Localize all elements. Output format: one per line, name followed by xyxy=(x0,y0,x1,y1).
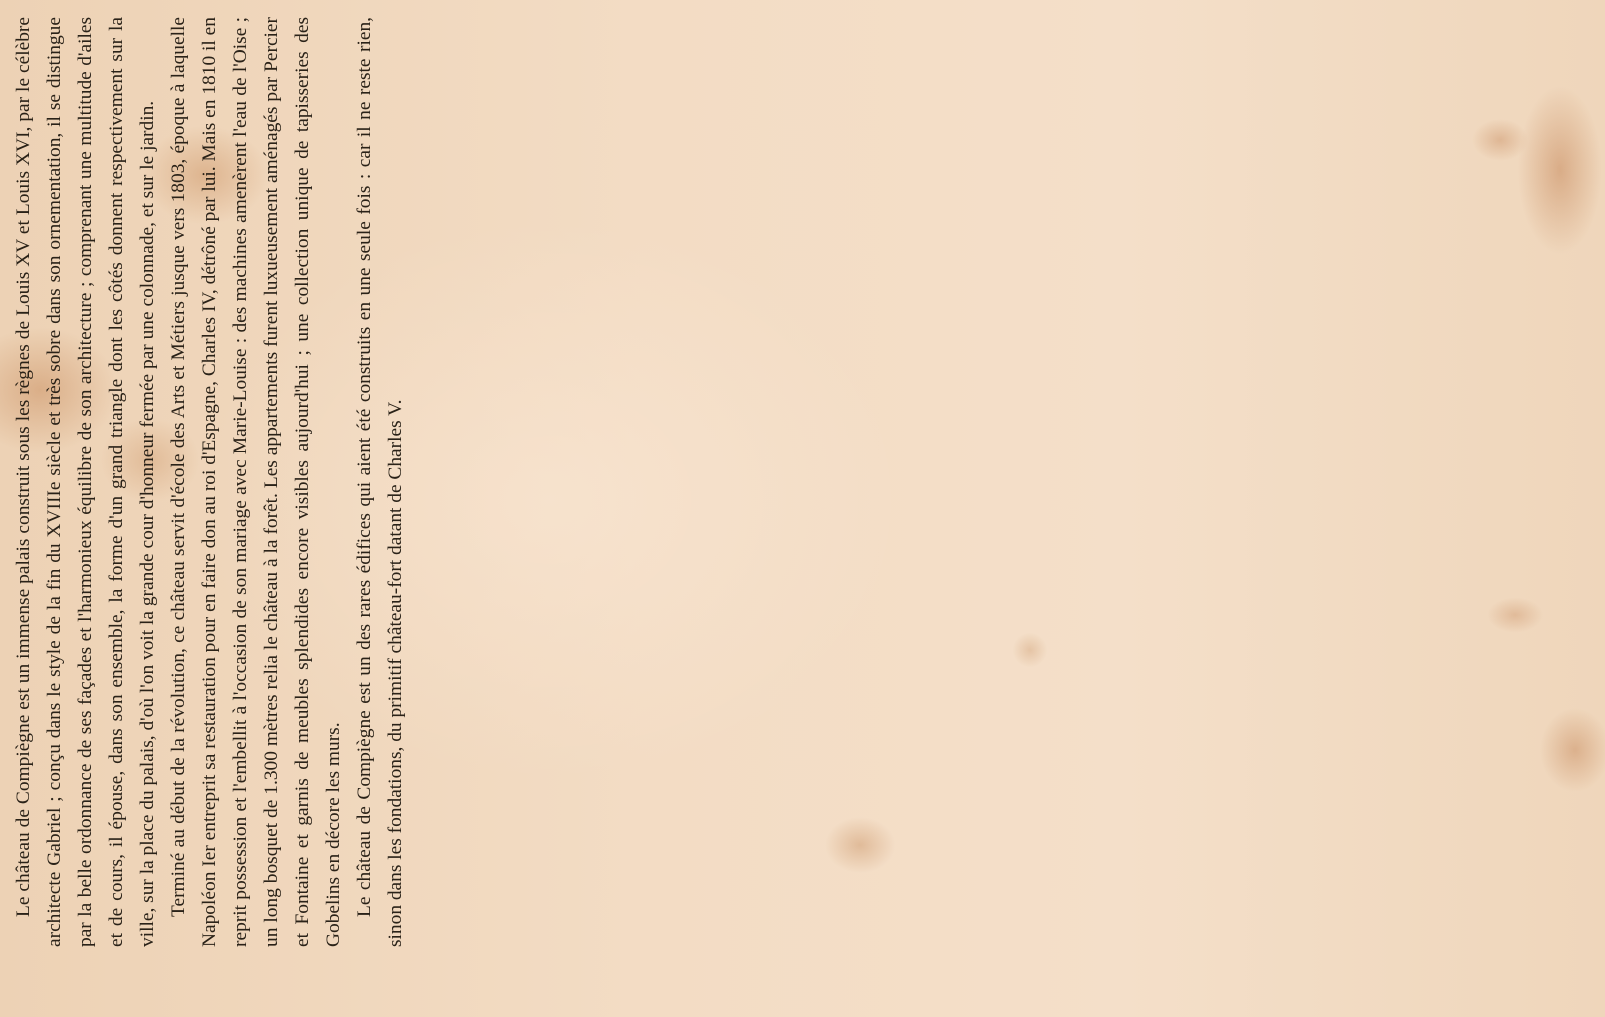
description-text xyxy=(8,17,411,947)
paragraph: Terminé au début de la révolution, ce château servit d'école des Arts et Métiers jusque vers 1803, époque à laquelle Napoléon Ier entreprit sa restauration pour en faire don au roi d'Espagne, Charles IV, détrôné par lui. Mais en 1810 il en reprit possession et l'embellit à l'occasion de son mariage avec Marie-Louise : des machines amenèrent l'eau de l'Oise ; un long bosquet de 1.300 mètres relia le château à la forêt. Les appartements furent luxueusement aménagés par Percier et Fontaine et garnis de meubles splendides encore visibles aujourd'hui ; une collection unique de tapisseries des Gobelins en décore les murs. xyxy=(168,17,344,947)
paragraph: Le château de Compiègne est un des rares édifices qui aient été construits en une seule fois : car il ne reste rien, sinon dans les fondations, du primitif château-fort datant de Charles V. xyxy=(354,17,406,947)
paragraph: Le château de Compiègne est un immense palais construit sous les règnes de Louis XV et Louis XVI, par le célèbre architecte Gabriel ; conçu dans le style de la fin du XVIIIe siècle et très sobre dans son ornementation, il se distingue par la belle ordonnance de ses façades et l'harmonieux équilibre de son architecture ; comprenant une multitude d'ailes et de cours, il épouse, dans son ensemble, la forme d'un grand triangle dont les côtés donnent respectivement sur la ville, sur la place du palais, d'où l'on voit la grande cour d'honneur fermée par une colonnade, et sur le jardin. xyxy=(13,17,158,947)
rotated-text-block xyxy=(0,17,640,947)
